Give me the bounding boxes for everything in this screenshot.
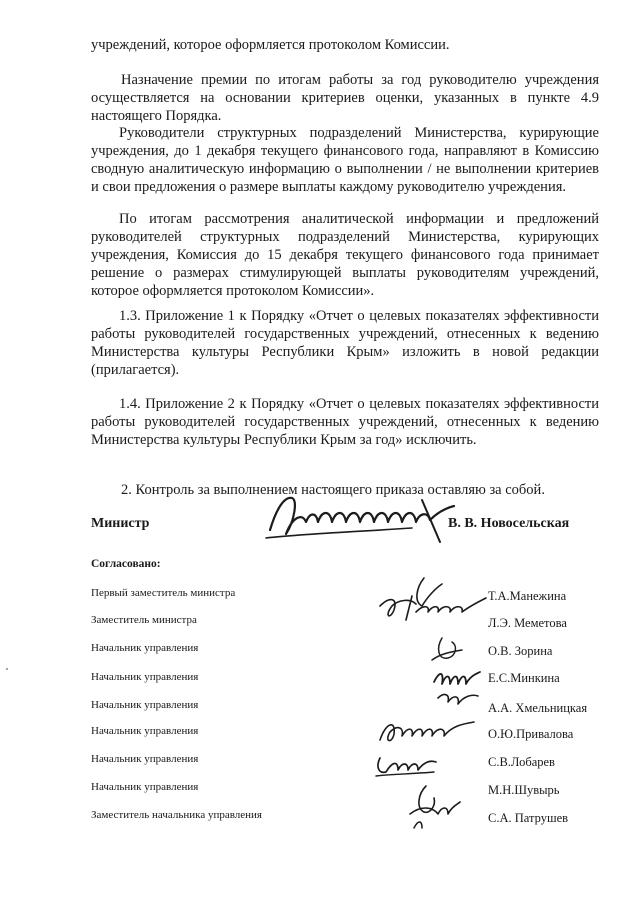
approval-position: Заместитель начальника управления xyxy=(91,809,262,821)
paragraph-department-heads: Руководители структурных подразделений Министерства, курирующие учреждения, до 1 декабря текущего финансового года, направляют в Комиссию сводную аналитическую информацию о выполнении / не выполнении критериев и свои предложения о размере выплаты каждому руководителю учреждения. xyxy=(91,125,599,195)
approval-name: А.А. Хмельницкая xyxy=(488,701,588,715)
paragraph-item-2: 2. Контроль за выполнением настоящего приказа оставляю за собой. xyxy=(121,482,545,498)
paragraph-item-1-3: 1.3. Приложение 1 к Порядку «Отчет о целевых показателях эффективности работы руководителей государственных учреждений, отнесенных к ведению Министерства культуры Республики Крым» изложить в новой редакции (прилагается). xyxy=(91,308,599,378)
approval-name: С.В.Лобарев xyxy=(488,755,555,769)
approval-signature-9 xyxy=(404,784,462,830)
minister-title: Министр xyxy=(91,516,150,531)
approval-name: О.Ю.Привалова xyxy=(488,727,574,741)
paragraph-item-1-4: 1.4. Приложение 2 к Порядку «Отчет о целевых показателях эффективности работы руководителей государственных учреждений, отнесенных к ведению Министерства культуры Республики Крым за год» исключить. xyxy=(91,396,599,448)
approval-position: Начальник управления xyxy=(91,642,199,654)
approval-name: С.А. Патрушев xyxy=(488,811,569,825)
approval-name: Л.Э. Меметова xyxy=(488,616,567,630)
approval-position: Начальник управления xyxy=(91,699,199,711)
paragraph-bonus-assignment: Назначение премии по итогам работы за год руководителю учреждения осуществляется на основании критериев оценки, указанных в пункте 4.9 настоящего Порядка. xyxy=(91,72,599,124)
scan-speck xyxy=(6,668,8,670)
approval-position: Начальник управления xyxy=(91,671,199,683)
approval-position: Заместитель министра xyxy=(91,614,197,626)
approval-position: Первый заместитель министра xyxy=(91,587,236,599)
approval-position: Начальник управления xyxy=(91,753,199,765)
approval-signatures-top xyxy=(376,576,488,626)
approved-heading: Согласовано: xyxy=(91,558,161,570)
approval-signature-7 xyxy=(372,748,442,782)
paragraph-commission-decision: По итогам рассмотрения аналитической информации и предложений руководителей структурных подразделений Министерства, курирующих учреждения, Комиссия до 15 декабря текущего финансового года принимает решение о размерах стимулирующей выплаты руководителям учреждений, которое оформляется протоколом Комиссии». xyxy=(91,211,599,299)
approval-name: М.Н.Шувырь xyxy=(488,783,560,797)
minister-signature xyxy=(262,488,462,550)
approval-name: О.В. Зорина xyxy=(488,644,553,658)
paragraph-continuation: учреждений, которое оформляется протоколом Комиссии. xyxy=(91,37,450,53)
approval-signature-6 xyxy=(374,716,480,750)
minister-name: В. В. Новосельская xyxy=(448,516,570,531)
approval-position: Начальник управления xyxy=(91,781,199,793)
approval-signature-4 xyxy=(430,664,482,710)
approval-name: Е.С.Минкина xyxy=(488,671,560,685)
approval-name: Т.А.Манежина xyxy=(488,589,567,603)
approval-position: Начальник управления xyxy=(91,725,199,737)
